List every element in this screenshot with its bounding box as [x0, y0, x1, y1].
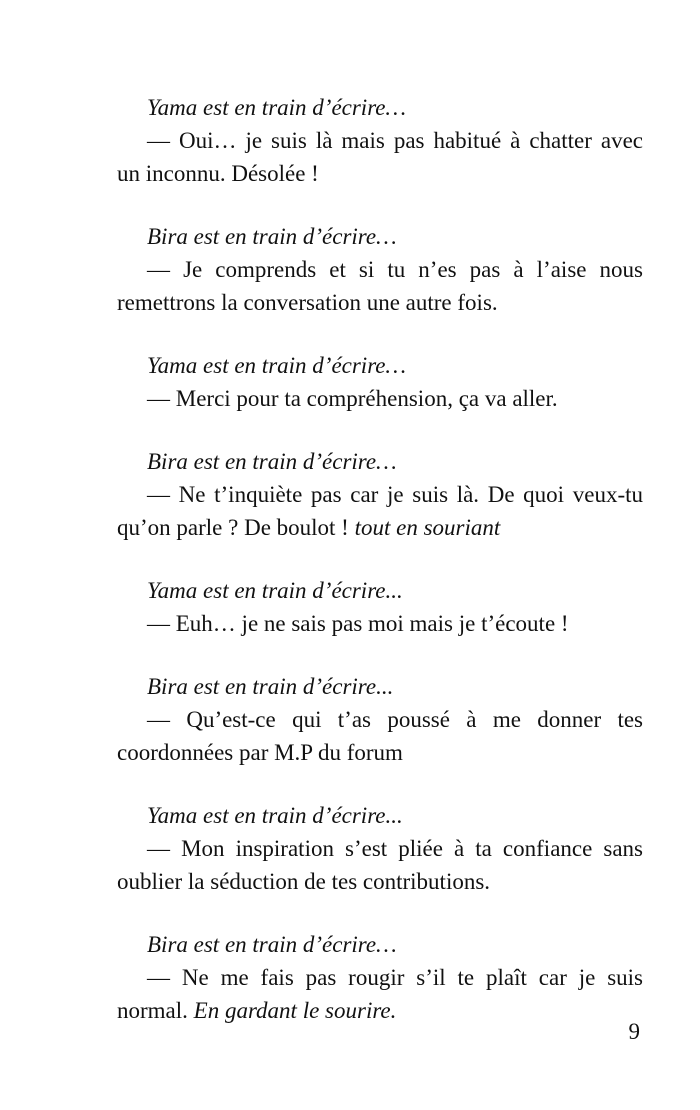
message-line: — Ne t’inquiète pas car je suis là. De quoi veux-tu: [147, 482, 643, 507]
chat-block: [117, 928, 643, 1027]
chat-block: [117, 574, 643, 640]
typing-indicator: Yama est en train d’écrire…: [147, 353, 406, 378]
message-text: qu’on parle ? De boulot !: [117, 515, 355, 540]
message-line: — Ne me fais pas rougir s’il te plaît car je suis: [147, 965, 643, 990]
message-line: [117, 511, 643, 544]
chat-block: [117, 670, 643, 769]
page-number: 9: [628, 1019, 640, 1044]
typing-indicator: Yama est en train d’écrire...: [147, 578, 403, 603]
message-line: — Euh… je ne sais pas moi mais je t’écoute !: [147, 611, 569, 636]
message-line: oublier la séduction de tes contributions.: [117, 869, 491, 894]
message-line: remettrons la conversation une autre fois.: [117, 290, 498, 315]
chat-block: [117, 349, 643, 415]
message-line: — Oui… je suis là mais pas habitué à chatter avec: [147, 128, 643, 153]
chat-block: [117, 91, 643, 190]
chat-block: [117, 799, 643, 898]
message-line: coordonnées par M.P du forum: [117, 740, 403, 765]
typing-indicator: Yama est en train d’écrire...: [147, 803, 403, 828]
message-line: — Merci pour ta compréhension, ça va aller.: [147, 386, 558, 411]
message-line: — Mon inspiration s’est pliée à ta confiance sans: [147, 836, 643, 861]
typing-indicator: Bira est en train d’écrire…: [147, 449, 397, 474]
typing-indicator: Bira est en train d’écrire…: [147, 932, 397, 957]
message-line: — Qu’est-ce qui t’as poussé à me donner tes: [147, 707, 643, 732]
message-line: — Je comprends et si tu n’es pas à l’aise nous: [147, 257, 643, 282]
message-line: un inconnu. Désolée !: [117, 161, 319, 186]
action-text: En gardant le sourire.: [193, 998, 397, 1023]
message-line: [117, 994, 643, 1027]
message-text: normal.: [117, 998, 194, 1023]
page-body: [117, 91, 643, 1057]
typing-indicator: Bira est en train d’écrire…: [147, 224, 397, 249]
chat-block: [117, 445, 643, 544]
chat-block: [117, 220, 643, 319]
typing-indicator: Bira est en train d’écrire...: [147, 674, 394, 699]
action-text: tout en souriant: [354, 515, 501, 540]
typing-indicator: Yama est en train d’écrire…: [147, 95, 406, 120]
